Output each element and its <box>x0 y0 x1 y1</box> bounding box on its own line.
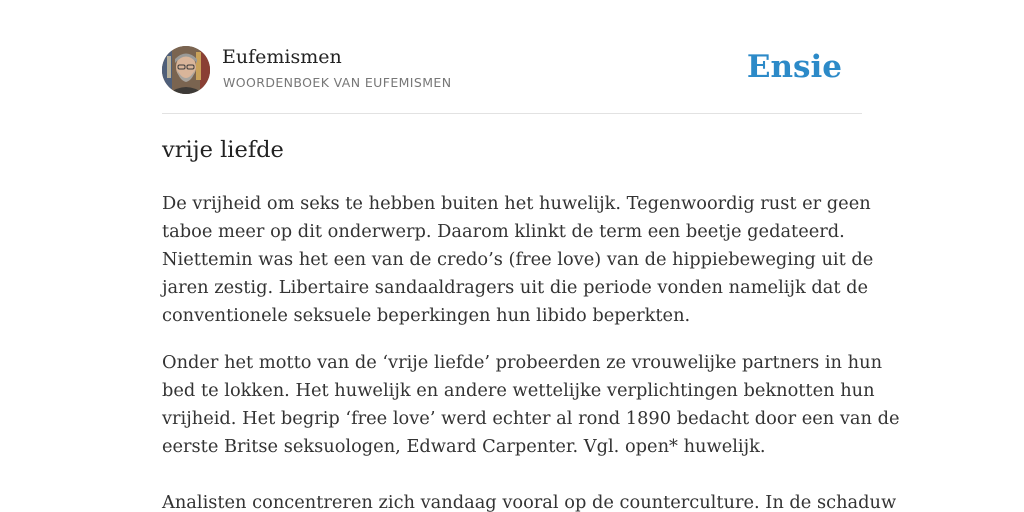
text-line: bed te lokken. Het huwelijk en andere wettelijke verplichtingen beknotten hun <box>162 380 875 401</box>
text-line: Niettemin was het een van de credo’s (free love) van de hippiebeweging uit de <box>162 249 874 270</box>
dictionary-name[interactable]: WOORDENBOEK VAN EUFEMISMEN <box>223 75 452 90</box>
author-photo <box>162 46 210 94</box>
header <box>162 46 862 96</box>
entry-title: vrije liefde <box>162 137 284 163</box>
site-logo[interactable]: Ensie <box>746 49 842 85</box>
paragraph <box>162 349 900 461</box>
paragraph <box>162 190 874 330</box>
text-line: vrijheid. Het begrip ‘free love’ werd echter al rond 1890 bedacht door een van de <box>162 408 900 429</box>
paragraph <box>162 489 897 512</box>
author-name[interactable]: Eufemismen <box>222 46 342 68</box>
text-line: eerste Britse seksuologen, Edward Carpenter. Vgl. open* huwelijk. <box>162 436 766 457</box>
text-line: Onder het motto van de ‘vrije liefde’ probeerden ze vrouwelijke partners in hun <box>162 352 883 373</box>
entry-body <box>162 190 900 512</box>
text-line: Analisten concentreren zich vandaag vooral op de counterculture. In de schaduw <box>162 492 897 512</box>
avatar[interactable] <box>162 46 210 94</box>
text-line: taboe meer op dit onderwerp. Daarom klinkt de term een beetje gedateerd. <box>162 221 845 242</box>
header-divider <box>162 113 862 114</box>
text-line: jaren zestig. Libertaire sandaaldragers uit die periode vonden namelijk dat de <box>162 277 869 298</box>
text-line: conventionele seksuele beperkingen hun libido beperkten. <box>162 305 691 326</box>
text-line: De vrijheid om seks te hebben buiten het huwelijk. Tegenwoordig rust er geen <box>162 193 871 214</box>
